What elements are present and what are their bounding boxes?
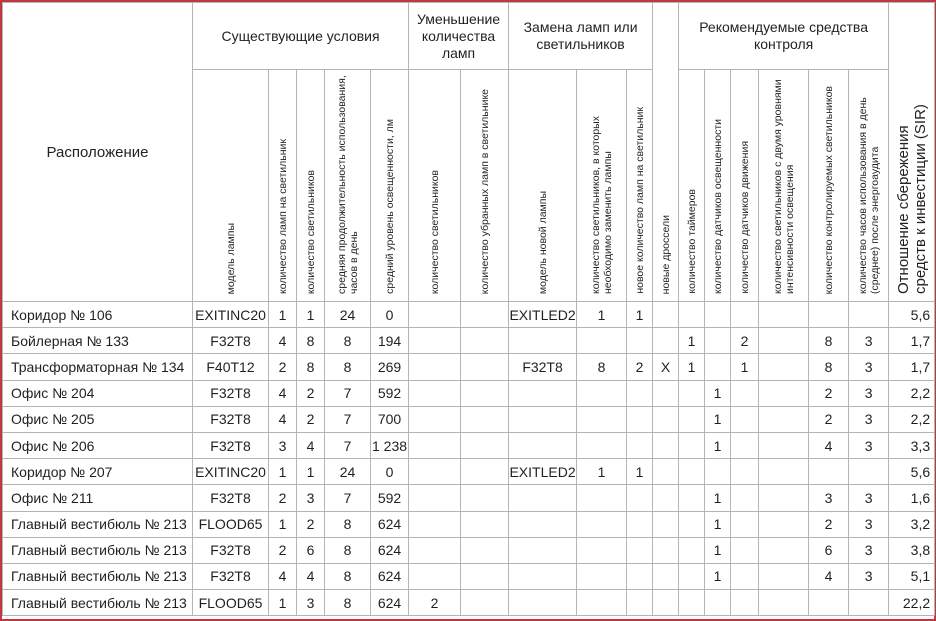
recommended-controls-header: Рекомендуемые средства контроля bbox=[679, 3, 889, 70]
table-cell: 3 bbox=[809, 485, 849, 511]
table-cell: 3 bbox=[297, 590, 325, 616]
table-cell bbox=[461, 406, 509, 432]
lamp-reduction-header: Уменьшение количества ламп bbox=[409, 3, 509, 70]
col-header-hours-per-day: средняя продолжительность использования, часов в день bbox=[325, 70, 371, 302]
table-cell: 1 bbox=[627, 459, 653, 485]
table-cell bbox=[759, 328, 809, 354]
sir-header: Отношение сбережения средств к инвестиции (SIR) bbox=[889, 3, 935, 302]
table-cell bbox=[653, 432, 679, 458]
table-cell bbox=[627, 406, 653, 432]
table-cell: 3 bbox=[269, 432, 297, 458]
table-cell: 3 bbox=[849, 563, 889, 589]
table-cell bbox=[409, 537, 461, 563]
table-cell: F32T8 bbox=[193, 328, 269, 354]
table-row bbox=[3, 432, 935, 458]
table-cell: 1 bbox=[269, 511, 297, 537]
table-cell bbox=[759, 302, 809, 328]
table-cell bbox=[627, 511, 653, 537]
table-cell bbox=[509, 485, 577, 511]
location-header: Расположение bbox=[3, 3, 193, 302]
table-cell: 700 bbox=[371, 406, 409, 432]
row-location: Офис № 211 bbox=[3, 485, 193, 511]
table-cell: 3 bbox=[849, 511, 889, 537]
table-cell: 8 bbox=[297, 328, 325, 354]
table-cell bbox=[461, 485, 509, 511]
table-cell: F32T8 bbox=[193, 563, 269, 589]
table-cell bbox=[409, 302, 461, 328]
table-cell bbox=[461, 590, 509, 616]
table-cell: 1 238 bbox=[371, 432, 409, 458]
table-cell: 3 bbox=[849, 380, 889, 406]
row-location: Трансформаторная № 134 bbox=[3, 354, 193, 380]
table-cell: 2 bbox=[269, 485, 297, 511]
table-cell: 624 bbox=[371, 563, 409, 589]
table-cell bbox=[461, 328, 509, 354]
table-cell bbox=[627, 485, 653, 511]
table-cell bbox=[679, 537, 705, 563]
table-row bbox=[3, 537, 935, 563]
row-sir-value: 5,6 bbox=[889, 459, 935, 485]
table-cell: FLOOD65 bbox=[193, 511, 269, 537]
table-row bbox=[3, 511, 935, 537]
table-cell: 3 bbox=[297, 485, 325, 511]
table-cell: 8 bbox=[325, 537, 371, 563]
table-cell: 2 bbox=[809, 380, 849, 406]
table-cell bbox=[705, 302, 731, 328]
row-location: Главный вестибюль № 213 bbox=[3, 511, 193, 537]
table-cell bbox=[409, 485, 461, 511]
table-cell bbox=[731, 563, 759, 589]
table-cell: 1 bbox=[705, 511, 731, 537]
table-cell bbox=[679, 485, 705, 511]
table-cell bbox=[653, 380, 679, 406]
table-cell: 8 bbox=[325, 590, 371, 616]
row-location: Коридор № 106 bbox=[3, 302, 193, 328]
row-location: Бойлерная № 133 bbox=[3, 328, 193, 354]
table-cell bbox=[679, 432, 705, 458]
table-cell: X bbox=[653, 354, 679, 380]
table-row bbox=[3, 485, 935, 511]
table-row bbox=[3, 563, 935, 589]
table-row bbox=[3, 354, 935, 380]
table-cell: 1 bbox=[705, 563, 731, 589]
table-cell: 592 bbox=[371, 485, 409, 511]
table-cell bbox=[809, 302, 849, 328]
table-cell bbox=[577, 485, 627, 511]
table-cell: 8 bbox=[325, 328, 371, 354]
col-header-fixtures-to-relamp: количество светильников, в которых необходимо заменить лампы bbox=[577, 70, 627, 302]
table-cell bbox=[461, 432, 509, 458]
table-cell: 1 bbox=[731, 354, 759, 380]
table-cell: 4 bbox=[297, 563, 325, 589]
table-cell: 4 bbox=[297, 432, 325, 458]
table-cell bbox=[627, 328, 653, 354]
table-row bbox=[3, 328, 935, 354]
table-cell: 2 bbox=[809, 406, 849, 432]
row-sir-value: 1,7 bbox=[889, 328, 935, 354]
col-header-hours-after-audit: количество часов использования в день (среднее) после энергоаудита bbox=[849, 70, 889, 302]
table-cell bbox=[509, 406, 577, 432]
table-cell: 7 bbox=[325, 406, 371, 432]
row-location: Главный вестибюль № 213 bbox=[3, 590, 193, 616]
row-location: Главный вестибюль № 213 bbox=[3, 537, 193, 563]
table-cell: 8 bbox=[809, 328, 849, 354]
table-cell bbox=[759, 537, 809, 563]
table-cell bbox=[809, 459, 849, 485]
table-cell: 2 bbox=[731, 328, 759, 354]
row-sir-value: 5,6 bbox=[889, 302, 935, 328]
table-cell bbox=[731, 537, 759, 563]
table-cell: 4 bbox=[269, 406, 297, 432]
table-cell: 6 bbox=[297, 537, 325, 563]
table-cell: F32T8 bbox=[193, 432, 269, 458]
table-cell: 1 bbox=[577, 302, 627, 328]
table-cell bbox=[759, 511, 809, 537]
col-header-motion-sensors: количество датчиков движения bbox=[731, 70, 759, 302]
table-cell bbox=[759, 406, 809, 432]
table-cell: 269 bbox=[371, 354, 409, 380]
table-row bbox=[3, 302, 935, 328]
col-header-new-lamp-model: модель новой лампы bbox=[509, 70, 577, 302]
table-cell bbox=[409, 328, 461, 354]
table-cell bbox=[409, 354, 461, 380]
table-cell: 8 bbox=[577, 354, 627, 380]
table-cell: 24 bbox=[325, 302, 371, 328]
table-cell: 3 bbox=[849, 432, 889, 458]
table-cell bbox=[759, 432, 809, 458]
table-cell bbox=[461, 459, 509, 485]
table-cell: 3 bbox=[849, 406, 889, 432]
table-cell bbox=[759, 563, 809, 589]
table-cell bbox=[509, 563, 577, 589]
row-sir-value: 3,2 bbox=[889, 511, 935, 537]
table-cell: 4 bbox=[809, 563, 849, 589]
table-cell: 2 bbox=[627, 354, 653, 380]
table-cell: 2 bbox=[297, 406, 325, 432]
existing-conditions-header: Существующие условия bbox=[193, 3, 409, 70]
table-cell bbox=[731, 406, 759, 432]
table-cell bbox=[653, 485, 679, 511]
table-cell: 1 bbox=[269, 302, 297, 328]
col-header-lamps-per-fixture: количество ламп на светильник bbox=[269, 70, 297, 302]
table-cell: 0 bbox=[371, 302, 409, 328]
table-cell bbox=[509, 380, 577, 406]
row-location: Офис № 205 bbox=[3, 406, 193, 432]
table-cell bbox=[759, 590, 809, 616]
table-cell: 4 bbox=[269, 563, 297, 589]
table-cell bbox=[653, 302, 679, 328]
table-cell: 7 bbox=[325, 380, 371, 406]
table-cell: 3 bbox=[849, 537, 889, 563]
table-cell bbox=[731, 302, 759, 328]
table-cell bbox=[509, 511, 577, 537]
table-cell bbox=[809, 590, 849, 616]
table-cell bbox=[679, 563, 705, 589]
table-cell bbox=[577, 432, 627, 458]
table-cell bbox=[705, 590, 731, 616]
table-cell bbox=[849, 459, 889, 485]
table-cell: 194 bbox=[371, 328, 409, 354]
table-cell: 3 bbox=[849, 354, 889, 380]
table-cell bbox=[627, 380, 653, 406]
table-cell: 4 bbox=[269, 328, 297, 354]
table-cell: 624 bbox=[371, 537, 409, 563]
table-cell bbox=[577, 537, 627, 563]
table-cell bbox=[461, 380, 509, 406]
table-cell: 1 bbox=[297, 459, 325, 485]
table-cell bbox=[461, 511, 509, 537]
col-header-bilevel-fixtures: количество светильников с двумя уровнями интенсивности освещения bbox=[759, 70, 809, 302]
col-header-lamp-model: модель лампы bbox=[193, 70, 269, 302]
table-cell: EXITLED2 bbox=[509, 459, 577, 485]
table-cell: 1 bbox=[577, 459, 627, 485]
col-header-timers: количество таймеров bbox=[679, 70, 705, 302]
table-cell: 624 bbox=[371, 511, 409, 537]
table-cell: 8 bbox=[297, 354, 325, 380]
table-cell bbox=[705, 328, 731, 354]
table-cell bbox=[653, 511, 679, 537]
table-cell bbox=[731, 432, 759, 458]
row-sir-value: 1,6 bbox=[889, 485, 935, 511]
table-cell bbox=[759, 459, 809, 485]
col-header-reduce-fixture-count: количество светильников bbox=[409, 70, 461, 302]
table-cell: 8 bbox=[325, 511, 371, 537]
table-cell: 1 bbox=[297, 302, 325, 328]
table-cell bbox=[577, 511, 627, 537]
table-cell bbox=[461, 537, 509, 563]
table-cell bbox=[509, 432, 577, 458]
col-header-fixture-count: количество светильников bbox=[297, 70, 325, 302]
table-cell: 1 bbox=[705, 537, 731, 563]
table-cell bbox=[679, 459, 705, 485]
table-cell bbox=[679, 590, 705, 616]
table-cell bbox=[509, 537, 577, 563]
table-cell bbox=[653, 406, 679, 432]
table-cell bbox=[577, 590, 627, 616]
table-cell bbox=[849, 590, 889, 616]
table-cell: 1 bbox=[627, 302, 653, 328]
table-cell bbox=[653, 590, 679, 616]
table-cell: EXITLED2 bbox=[509, 302, 577, 328]
table-cell: 2 bbox=[269, 354, 297, 380]
table-cell bbox=[849, 302, 889, 328]
row-sir-value: 3,8 bbox=[889, 537, 935, 563]
table-cell: 6 bbox=[809, 537, 849, 563]
table-row bbox=[3, 459, 935, 485]
table-cell: 1 bbox=[705, 432, 731, 458]
table-cell bbox=[409, 459, 461, 485]
table-cell: F32T8 bbox=[509, 354, 577, 380]
table-cell bbox=[409, 511, 461, 537]
table-cell: 24 bbox=[325, 459, 371, 485]
table-cell bbox=[653, 328, 679, 354]
table-cell: 1 bbox=[705, 485, 731, 511]
table-cell: 3 bbox=[849, 485, 889, 511]
table-cell bbox=[577, 380, 627, 406]
table-cell: 7 bbox=[325, 485, 371, 511]
table-cell bbox=[679, 511, 705, 537]
row-sir-value: 1,7 bbox=[889, 354, 935, 380]
table-cell: 7 bbox=[325, 432, 371, 458]
table-cell bbox=[409, 563, 461, 589]
table-cell bbox=[409, 432, 461, 458]
table-cell: 4 bbox=[809, 432, 849, 458]
table-cell: 8 bbox=[809, 354, 849, 380]
table-cell bbox=[731, 511, 759, 537]
table-cell: F32T8 bbox=[193, 485, 269, 511]
table-cell: EXITINC20 bbox=[193, 302, 269, 328]
table-cell: 2 bbox=[297, 380, 325, 406]
table-cell: FLOOD65 bbox=[193, 590, 269, 616]
table-cell: 1 bbox=[705, 406, 731, 432]
table-cell bbox=[627, 563, 653, 589]
table-body bbox=[3, 302, 935, 616]
table-cell: 1 bbox=[269, 590, 297, 616]
table-cell: 3 bbox=[849, 328, 889, 354]
table-cell: F40T12 bbox=[193, 354, 269, 380]
table-cell: 2 bbox=[409, 590, 461, 616]
table-cell bbox=[759, 354, 809, 380]
row-sir-value: 2,2 bbox=[889, 380, 935, 406]
table-cell: 2 bbox=[297, 511, 325, 537]
table-cell bbox=[461, 354, 509, 380]
table-cell: F32T8 bbox=[193, 380, 269, 406]
table-cell bbox=[577, 406, 627, 432]
col-header-illuminance: средний уровень освещенности, лм bbox=[371, 70, 409, 302]
table-cell bbox=[627, 432, 653, 458]
col-header-daylight-sensors: количество датчиков освещенности bbox=[705, 70, 731, 302]
table-cell: EXITINC20 bbox=[193, 459, 269, 485]
table-cell bbox=[731, 590, 759, 616]
lamp-replacement-header: Замена ламп или светильников bbox=[509, 3, 653, 70]
table-cell: 8 bbox=[325, 563, 371, 589]
table-cell bbox=[731, 380, 759, 406]
table-cell bbox=[705, 354, 731, 380]
table-cell bbox=[731, 459, 759, 485]
table-cell: 0 bbox=[371, 459, 409, 485]
table-cell: 8 bbox=[325, 354, 371, 380]
col-header-new-ballasts: новые дроссели bbox=[653, 3, 679, 302]
table-cell: 2 bbox=[269, 537, 297, 563]
table-cell: 624 bbox=[371, 590, 409, 616]
table-cell bbox=[731, 485, 759, 511]
table-cell bbox=[679, 302, 705, 328]
table-cell: 1 bbox=[705, 380, 731, 406]
col-header-new-lamps-per-fixture: новое количество ламп на светильник bbox=[627, 70, 653, 302]
table-cell bbox=[653, 563, 679, 589]
table-cell bbox=[627, 537, 653, 563]
table-cell bbox=[461, 563, 509, 589]
row-location: Коридор № 207 bbox=[3, 459, 193, 485]
table-row bbox=[3, 380, 935, 406]
table-row bbox=[3, 590, 935, 616]
table-cell bbox=[409, 406, 461, 432]
table-cell bbox=[679, 406, 705, 432]
table-cell: 592 bbox=[371, 380, 409, 406]
table-cell: 1 bbox=[679, 328, 705, 354]
table-cell bbox=[627, 590, 653, 616]
row-location: Главный вестибюль № 213 bbox=[3, 563, 193, 589]
table-cell bbox=[509, 590, 577, 616]
table-cell bbox=[409, 380, 461, 406]
lighting-audit-table bbox=[2, 2, 935, 616]
row-location: Офис № 204 bbox=[3, 380, 193, 406]
table-cell: 2 bbox=[809, 511, 849, 537]
table-cell: F32T8 bbox=[193, 537, 269, 563]
table-cell bbox=[679, 380, 705, 406]
col-header-removed-lamps: количество убранных ламп в светильнике bbox=[461, 70, 509, 302]
table-cell bbox=[759, 485, 809, 511]
table-cell: 1 bbox=[679, 354, 705, 380]
table-cell bbox=[577, 563, 627, 589]
table-cell bbox=[509, 328, 577, 354]
table-cell bbox=[705, 459, 731, 485]
table-row bbox=[3, 406, 935, 432]
table-cell: 4 bbox=[269, 380, 297, 406]
row-sir-value: 3,3 bbox=[889, 432, 935, 458]
table-cell bbox=[653, 537, 679, 563]
row-location: Офис № 206 bbox=[3, 432, 193, 458]
table-cell bbox=[653, 459, 679, 485]
col-header-controlled-fixtures: количество контролируемых светильников bbox=[809, 70, 849, 302]
table-cell: F32T8 bbox=[193, 406, 269, 432]
row-sir-value: 22,2 bbox=[889, 590, 935, 616]
table-cell bbox=[461, 302, 509, 328]
row-sir-value: 5,1 bbox=[889, 563, 935, 589]
table-cell: 1 bbox=[269, 459, 297, 485]
row-sir-value: 2,2 bbox=[889, 406, 935, 432]
table-cell bbox=[759, 380, 809, 406]
table-cell bbox=[577, 328, 627, 354]
